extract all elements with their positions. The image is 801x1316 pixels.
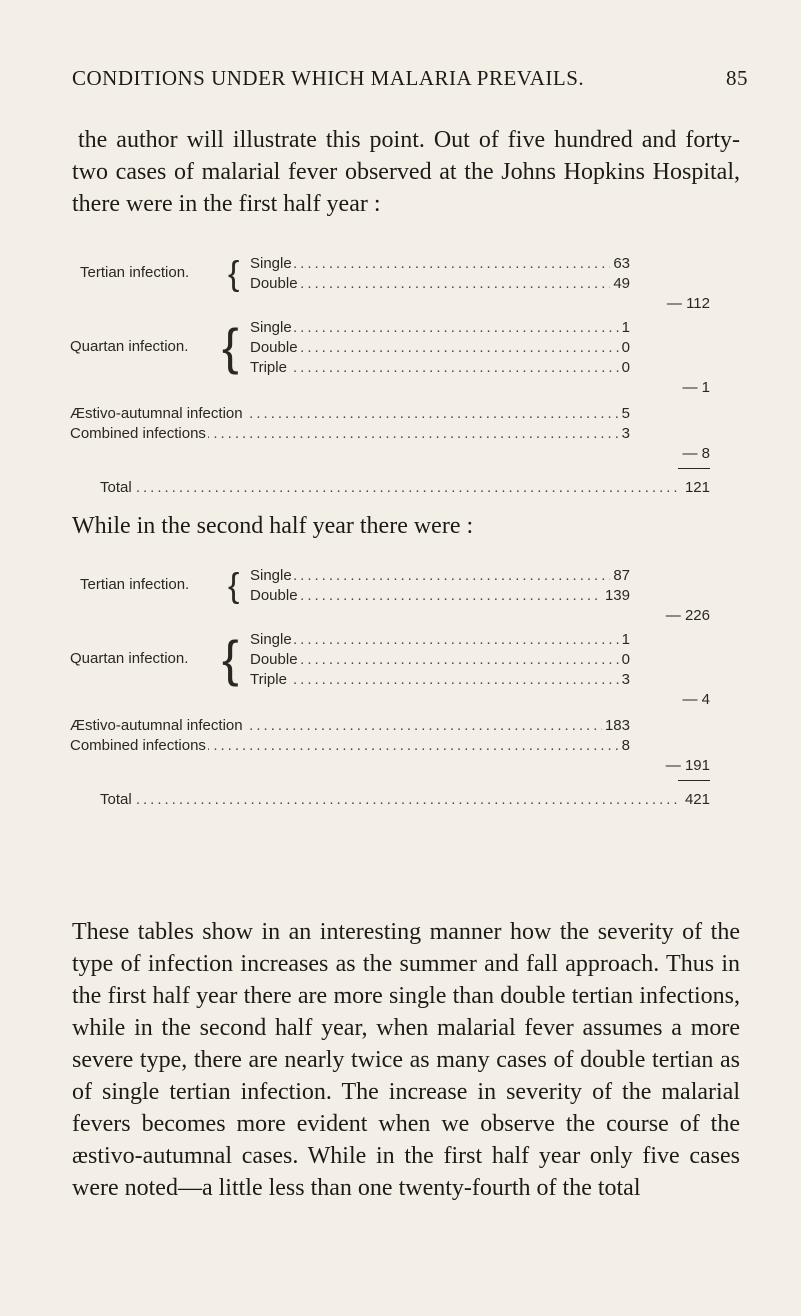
subtotal: — 1 bbox=[682, 379, 710, 396]
quartan-group-label: Quartan infection. bbox=[70, 650, 189, 667]
table-row: ..... Single 63 bbox=[250, 254, 630, 274]
page-number: 85 bbox=[726, 66, 748, 90]
table-row: ..... Æstivo-autumnal infection 5 bbox=[70, 404, 630, 424]
table-second-half bbox=[70, 566, 710, 826]
table-row: ..... Single 1 bbox=[250, 318, 630, 338]
table-row-total: ..... Total 421 bbox=[100, 790, 710, 810]
brace-icon: { bbox=[222, 319, 239, 375]
table-first-half bbox=[70, 254, 710, 504]
quartan-group-label: Quartan infection. bbox=[70, 338, 189, 355]
table-row: ..... Combined infections 3 bbox=[70, 424, 630, 444]
table-row: ..... Æstivo-autumnal infection 183 bbox=[70, 716, 630, 736]
paragraph-discussion: These tables show in an interesting manner how the severity of the type of infection increases as the summer and fall approach. Thus in the first half year there are more single than double tertian infections, while in the second half year, when malarial fever assumes a more severe type, there are nearly twice as many cases of double tertian as of single tertian infection. The increase in severity of the malarial fevers becomes more evident when we observe the course of the æstivo-autumnal cases. While in the first half year only five cases were noted—a little less than one twenty-fourth of the total bbox=[72, 919, 740, 1201]
tertian-group-label: Tertian infection. bbox=[80, 576, 190, 593]
table-row: ..... Double 139 bbox=[250, 586, 630, 606]
table-row: ..... Double 0 bbox=[250, 338, 630, 358]
subtotal: — 8 bbox=[682, 445, 710, 462]
tertian-group-label: Tertian infection. bbox=[80, 264, 190, 281]
header-title: CONDITIONS UNDER WHICH MALARIA PREVAILS. bbox=[72, 66, 585, 90]
table-row: ..... Double 0 bbox=[250, 650, 630, 670]
subtotal: — 191 bbox=[665, 757, 710, 774]
table-row: ..... Single 87 bbox=[250, 566, 630, 586]
paragraph-intro: the author will illustrate this point. Out of five hundred and forty-two cases of malarial fever observed at the Johns Hopkins Hospital, there were in the first half year : bbox=[72, 127, 740, 217]
total-rule bbox=[678, 780, 710, 781]
table-row-total: ..... Total 121 bbox=[100, 478, 710, 498]
table-row: ..... Triple 3 bbox=[250, 670, 630, 690]
table-row: ..... Combined infections 8 bbox=[70, 736, 630, 756]
table-row: ..... Double 49 bbox=[250, 274, 630, 294]
paragraph-second-half: While in the second half year there were : bbox=[72, 513, 474, 539]
table-row: ..... Triple 0 bbox=[250, 358, 630, 378]
brace-icon: { bbox=[222, 631, 239, 687]
brace-icon: { bbox=[228, 567, 240, 605]
subtotal: — 4 bbox=[682, 691, 710, 708]
brace-icon: { bbox=[228, 255, 240, 293]
subtotal: — 112 bbox=[666, 295, 710, 312]
subtotal: — 226 bbox=[665, 607, 710, 624]
table-row: ..... Single 1 bbox=[250, 630, 630, 650]
total-rule bbox=[678, 468, 710, 469]
